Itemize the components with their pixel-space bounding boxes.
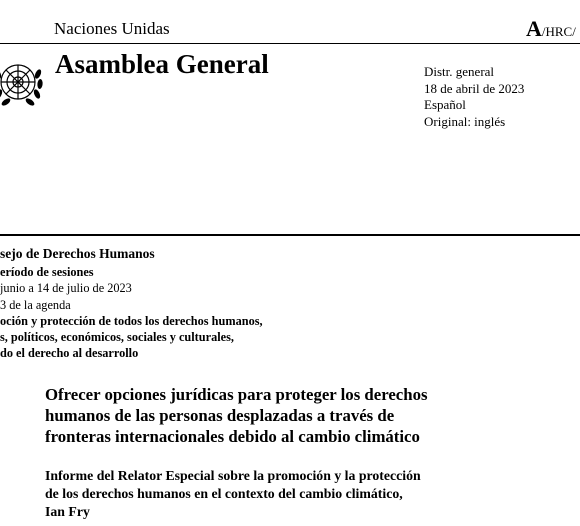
report-author: Ian Fry bbox=[45, 504, 90, 519]
agenda-topic-line-2: s, políticos, económicos, sociales y culturales, bbox=[0, 330, 234, 345]
distribution-original: Original: inglés bbox=[424, 113, 506, 129]
document-title-line: Ofrecer opciones jurídicas para proteger los derechos bbox=[45, 385, 428, 404]
header-rule bbox=[0, 43, 580, 44]
session-dates: junio a 14 de julio de 2023 bbox=[0, 281, 132, 296]
report-subtitle bbox=[45, 467, 421, 521]
agenda-topic-line-1: oción y protección de todos los derechos humanos, bbox=[0, 313, 263, 328]
document-symbol-prefix: A bbox=[526, 16, 542, 41]
agenda-topic-line-3: do el derecho al desarrollo bbox=[0, 346, 139, 361]
distribution-line: Distr. general bbox=[424, 64, 495, 79]
distribution-date: 18 de abril de 2023 bbox=[424, 80, 525, 96]
un-emblem-icon bbox=[0, 52, 48, 112]
report-subtitle-line: Informe del Relator Especial sobre la promoción y la protección bbox=[45, 468, 421, 483]
organ-name: Asamblea General bbox=[55, 49, 269, 79]
agenda-item: 3 de la agenda bbox=[0, 297, 71, 312]
document-title-line: fronteras internacionales debido al cambio climático bbox=[45, 427, 420, 446]
document-title-line: humanos de las personas desplazadas a través de bbox=[45, 406, 395, 425]
distribution-block bbox=[424, 64, 524, 130]
organization-name: Naciones Unidas bbox=[54, 19, 170, 38]
document-symbol-suffix: /HRC/ bbox=[541, 24, 576, 39]
session-number: eríodo de sesiones bbox=[0, 265, 94, 279]
document-symbol bbox=[526, 16, 576, 42]
document-title bbox=[45, 384, 428, 447]
session-details bbox=[0, 264, 263, 362]
council-name: sejo de Derechos Humanos bbox=[0, 246, 155, 261]
report-subtitle-line: de los derechos humanos en el contexto del cambio climático, bbox=[45, 486, 403, 501]
section-rule bbox=[0, 234, 580, 236]
distribution-language: Español bbox=[424, 97, 466, 112]
